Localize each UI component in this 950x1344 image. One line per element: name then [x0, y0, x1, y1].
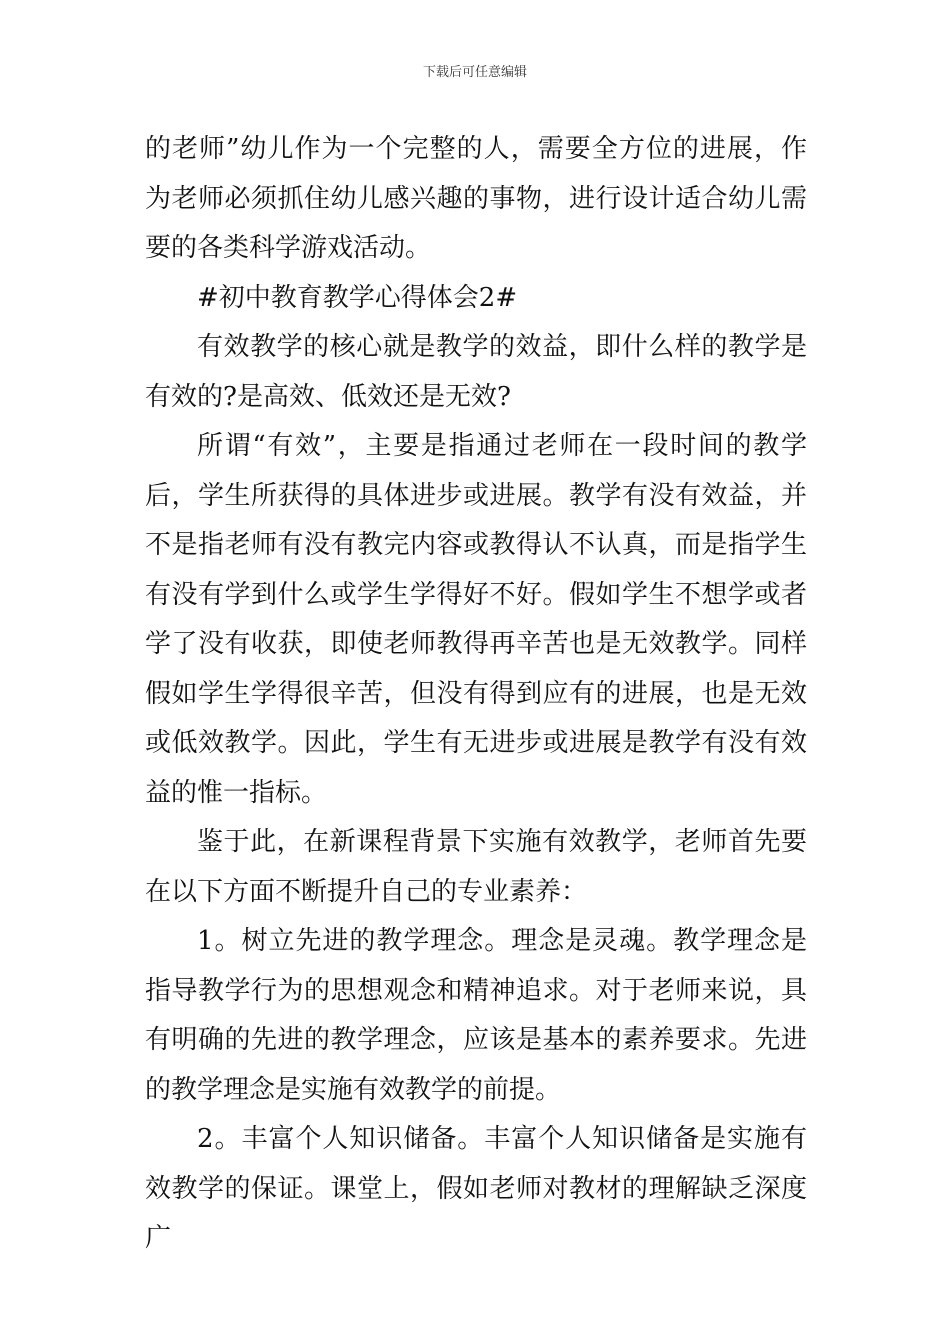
list-item-paragraph: 2。丰富个人知识储备。丰富个人知识储备是实施有效教学的保证。课堂上，假如老师对教材的理解缺乏深度广: [145, 1124, 807, 1253]
paragraph: 有效教学的核心就是教学的效益，即什么样的教学是有效的?是高效、低效还是无效?: [145, 332, 807, 412]
paragraph: 鉴于此，在新课程背景下实施有效教学，老师首先要在以下方面不断提升自己的专业素养：: [145, 827, 807, 907]
paragraph-continuation: 的老师”幼儿作为一个完整的人，需要全方位的进展，作为老师必须抓住幼儿感兴趣的事物，进行设计适合幼儿需要的各类科学游戏活动。: [145, 134, 807, 263]
list-item-paragraph: 1。树立先进的教学理念。理念是灵魂。教学理念是指导教学行为的思想观念和精神追求。对于老师来说，具有明确的先进的教学理念，应该是基本的素养要求。先进的教学理念是实施有效教学的前提。: [145, 926, 807, 1105]
paragraph: 所谓“有效”，主要是指通过老师在一段时间的教学后，学生所获得的具体进步或进展。教学有没有效益，并不是指老师有没有教完内容或教得认不认真，而是指学生有没有学到什么或学生学得好不好。假如学生不想学或者学了没有收获，即使老师教得再辛苦也是无效教学。同样假如学生学得很辛苦，但没有得到应有的进展，也是无效或低效教学。因此，学生有无进步或进展是教学有没有效益的惟一指标。: [145, 431, 807, 808]
document-body: [145, 125, 807, 1264]
page-header-note: 下载后可任意编辑: [422, 65, 527, 80]
section-heading: #初中教育教学心得体会2#: [197, 282, 518, 313]
